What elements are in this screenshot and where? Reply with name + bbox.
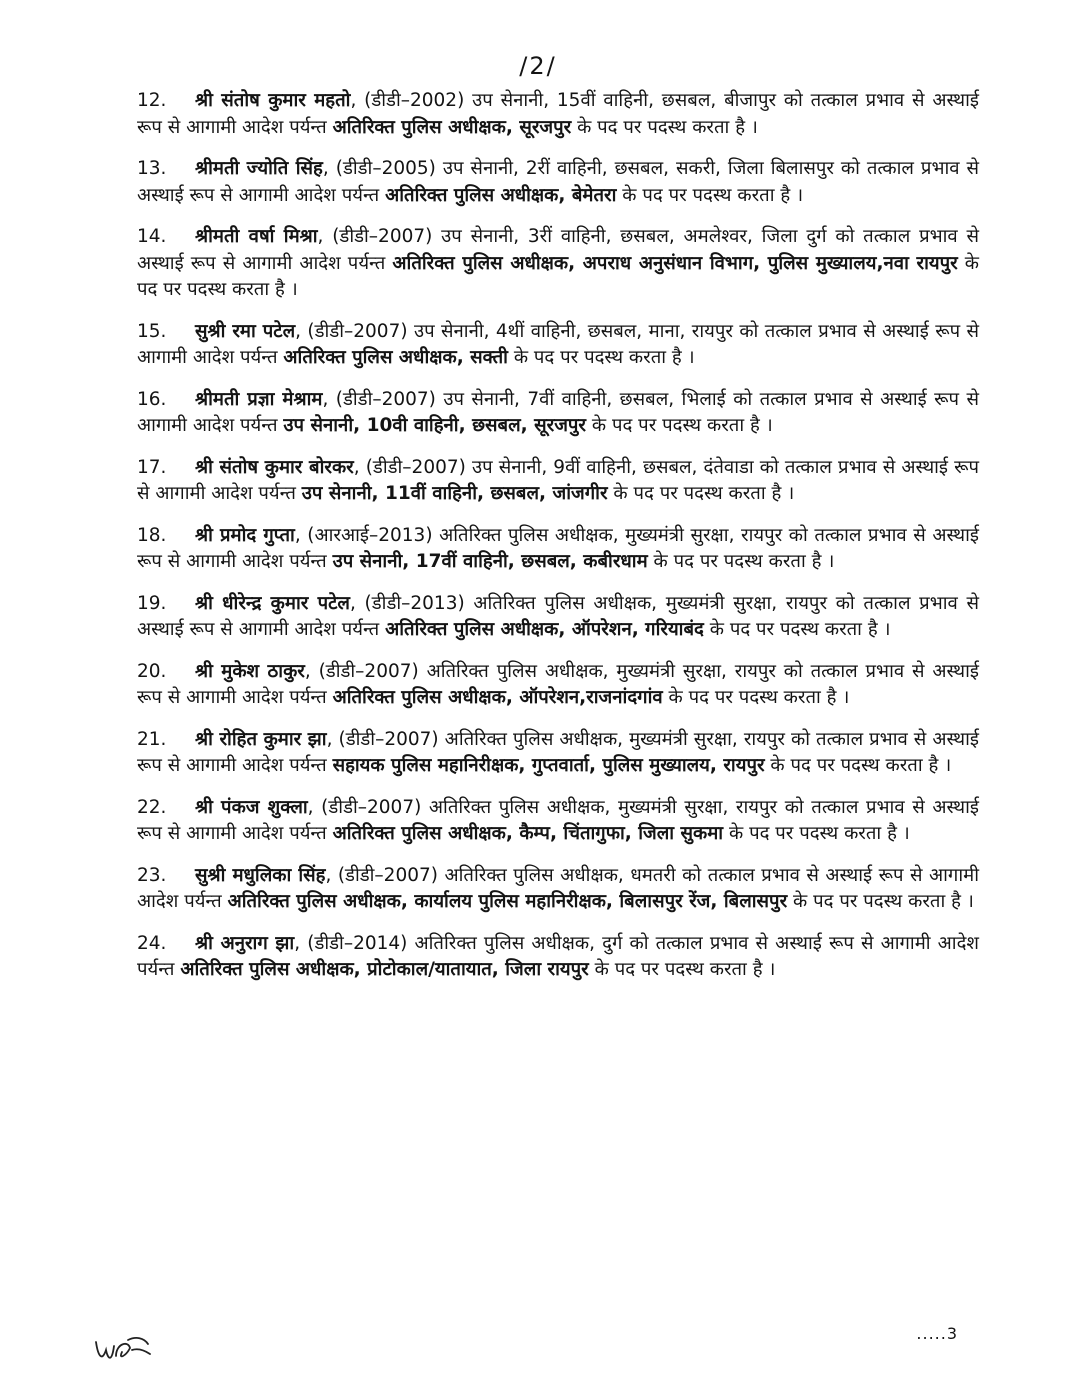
- entry-number: 12.: [137, 90, 167, 111]
- posting-designation: अतिरिक्त पुलिस अधीक्षक, सूरजपुर: [332, 116, 572, 138]
- entry-details: , (डीडी–2005) उप सेनानी, 2रीं वाहिनी, छसबल, सकरी, जिला बिलासपुर को तत्काल प्रभाव से अस्थाई रूप से आगामी आदेश पर्यन्त: [137, 158, 979, 206]
- posting-designation: अतिरिक्त पुलिस अधीक्षक, बेमेतरा: [385, 184, 617, 206]
- posting-designation: उप सेनानी, 17वीं वाहिनी, छसबल, कबीरधाम: [332, 551, 648, 572]
- officer-name: श्री धीरेन्द्र कुमार पटेल: [195, 592, 350, 614]
- order-entry: [137, 931, 979, 984]
- posting-designation: अतिरिक्त पुलिस अधीक्षक, सक्ती: [283, 347, 508, 368]
- entry-tail: के पद पर पदस्थ करता है ।: [586, 415, 773, 436]
- officer-name: श्री संतोष कुमार बोरकर: [195, 456, 354, 478]
- entry-details: , (डीडी–2007) अतिरिक्त पुलिस अधीक्षक, मुख्यमंत्री सुरक्षा, रायपुर को तत्काल प्रभाव से अस्थाई रूप से आगामी आदेश पर्यन्त: [137, 660, 979, 708]
- entry-details: , (डीडी–2007) उप सेनानी, 3रीं वाहिनी, छसबल, अमलेश्वर, जिला दुर्ग को तत्काल प्रभाव से अस्थाई रूप से आगामी आदेश पर्यन्त: [137, 226, 979, 274]
- order-entry: [137, 88, 979, 141]
- entry-number: 14.: [137, 226, 167, 247]
- posting-designation: अतिरिक्त पुलिस अधीक्षक, ऑपरेशन, गरियाबंद: [385, 619, 704, 640]
- order-entry: [137, 523, 979, 576]
- entry-number: 18.: [137, 524, 167, 546]
- officer-name: श्री मुकेश ठाकुर: [195, 660, 305, 682]
- entry-number: 15.: [137, 320, 167, 342]
- entry-tail: के पद पर पदस्थ करता है ।: [571, 116, 758, 138]
- entry-details: , (डीडी–2007) अतिरिक्त पुलिस अधीक्षक, मुख्यमंत्री सुरक्षा, रायपुर को तत्काल प्रभाव से अस्थाई रूप से आगामी आदेश पर्यन्त: [137, 796, 979, 844]
- officer-name: श्रीमती वर्षा मिश्रा: [195, 226, 318, 247]
- order-entry: [137, 795, 979, 848]
- posting-designation: उप सेनानी, 11वीं वाहिनी, छसबल, जांजगीर: [301, 483, 608, 504]
- posting-designation: अतिरिक्त पुलिस अधीक्षक, कैम्प, चिंतागुफा, जिला सुकमा: [332, 823, 724, 844]
- entry-details: , (डीडी–2013) अतिरिक्त पुलिस अधीक्षक, मुख्यमंत्री सुरक्षा, रायपुर को तत्काल प्रभाव से अस्थाई रूप से आगामी आदेश पर्यन्त: [137, 592, 979, 640]
- entry-number: 17.: [137, 456, 167, 478]
- continued-marker: .....3: [916, 1324, 958, 1343]
- order-entry: [137, 156, 979, 209]
- entry-tail: के पद पर पदस्थ करता है ।: [137, 252, 980, 300]
- entry-details: , (आरआई–2013) अतिरिक्त पुलिस अधीक्षक, मुख्यमंत्री सुरक्षा, रायपुर को तत्काल प्रभाव से अस्थाई रूप से आगामी आदेश पर्यन्त: [137, 524, 979, 572]
- entry-details: , (डीडी–2014) अतिरिक्त पुलिस अधीक्षक, दुर्ग को तत्काल प्रभाव से अस्थाई रूप से आगामी आदेश पर्यन्त: [137, 932, 979, 980]
- entry-details: , (डीडी–2007) अतिरिक्त पुलिस अधीक्षक, मुख्यमंत्री सुरक्षा, रायपुर को तत्काल प्रभाव से अस्थाई रूप से आगामी आदेश पर्यन्त: [137, 728, 979, 776]
- entry-details: , (डीडी–2007) अतिरिक्त पुलिस अधीक्षक, धमतरी को तत्काल प्रभाव से अस्थाई रूप से आगामी आदेश पर्यन्त: [137, 864, 979, 912]
- order-entry: [137, 224, 979, 304]
- entry-tail: के पद पर पदस्थ करता है ।: [607, 483, 795, 504]
- entry-number: 22.: [137, 796, 167, 818]
- posting-designation: अतिरिक्त पुलिस अधीक्षक, ऑपरेशन,राजनांदगांव: [332, 687, 663, 708]
- entry-tail: के पद पर पदस्थ करता है ।: [723, 823, 910, 844]
- order-entry: [137, 591, 979, 644]
- officer-name: श्रीमती ज्योति सिंह: [195, 158, 323, 179]
- officer-name: श्री प्रमोद गुप्ता: [195, 524, 295, 546]
- entry-tail: के पद पर पदस्थ करता है ।: [616, 184, 804, 206]
- entry-tail: के पद पर पदस्थ करता है ।: [507, 347, 695, 368]
- posting-designation: अतिरिक्त पुलिस अधीक्षक, प्रोटोकाल/यातायात, जिला रायपुर: [180, 959, 589, 980]
- officer-name: श्री रोहित कुमार झा: [195, 728, 327, 750]
- order-entry: [137, 455, 979, 508]
- entry-details: , (डीडी–2007) उप सेनानी, 9वीं वाहिनी, छसबल, दंतेवाडा को तत्काल प्रभाव से अस्थाई रूप से आगामी आदेश पर्यन्त: [137, 456, 979, 504]
- signature-icon: [92, 1330, 154, 1370]
- officer-name: श्री पंकज शुक्ला: [195, 796, 308, 818]
- entry-number: 24.: [137, 932, 167, 954]
- order-entry: [137, 387, 979, 440]
- order-entry: [137, 863, 979, 916]
- entry-tail: के पद पर पदस्थ करता है ।: [764, 755, 952, 776]
- posting-designation: अतिरिक्त पुलिस अधीक्षक, कार्यालय पुलिस महानिरीक्षक, बिलासपुर रेंज, बिलासपुर: [227, 891, 788, 912]
- order-entry: [137, 659, 979, 712]
- posting-designation: अतिरिक्त पुलिस अधीक्षक, अपराध अनुसंधान विभाग, पुलिस मुख्यालय,नवा रायपुर: [392, 252, 958, 274]
- entry-tail: के पद पर पदस्थ करता है ।: [647, 551, 835, 572]
- officer-name: श्री संतोष कुमार महतो: [195, 90, 351, 111]
- entry-tail: के पद पर पदस्थ करता है ।: [588, 959, 776, 980]
- entry-tail: के पद पर पदस्थ करता है ।: [662, 687, 850, 708]
- order-entry: [137, 319, 979, 372]
- posting-designation: उप सेनानी, 10वी वाहिनी, छसबल, सूरजपुर: [283, 415, 586, 436]
- order-entries: [137, 88, 979, 999]
- page-number: /2/: [519, 52, 557, 80]
- entry-number: 23.: [137, 864, 167, 886]
- officer-name: श्री अनुराग झा: [195, 932, 295, 954]
- officer-name: सुश्री मधुलिका सिंह: [195, 864, 326, 886]
- officer-name: सुश्री रमा पटेल: [195, 320, 296, 342]
- entry-details: , (डीडी–2007) उप सेनानी, 7वीं वाहिनी, छसबल, भिलाई को तत्काल प्रभाव से अस्थाई रूप से आगामी आदेश पर्यन्त: [137, 388, 979, 436]
- entry-details: , (डीडी–2007) उप सेनानी, 4थीं वाहिनी, छसबल, माना, रायपुर को तत्काल प्रभाव से अस्थाई रूप से आगामी आदेश पर्यन्त: [137, 320, 979, 368]
- entry-details: , (डीडी–2002) उप सेनानी, 15वीं वाहिनी, छसबल, बीजापुर को तत्काल प्रभाव से अस्थाई रूप से आगामी आदेश पर्यन्त: [137, 90, 979, 138]
- officer-name: श्रीमती प्रज्ञा मेश्राम: [195, 388, 323, 410]
- entry-tail: के पद पर पदस्थ करता है ।: [703, 619, 891, 640]
- entry-number: 16.: [137, 388, 167, 410]
- entry-number: 20.: [137, 660, 167, 682]
- order-entry: [137, 727, 979, 780]
- entry-tail: के पद पर पदस्थ करता है ।: [787, 891, 974, 912]
- entry-number: 13.: [137, 158, 167, 179]
- posting-designation: सहायक पुलिस महानिरीक्षक, गुप्तवार्ता, पुलिस मुख्यालय, रायपुर: [332, 755, 765, 776]
- entry-number: 19.: [137, 592, 167, 614]
- entry-number: 21.: [137, 728, 167, 750]
